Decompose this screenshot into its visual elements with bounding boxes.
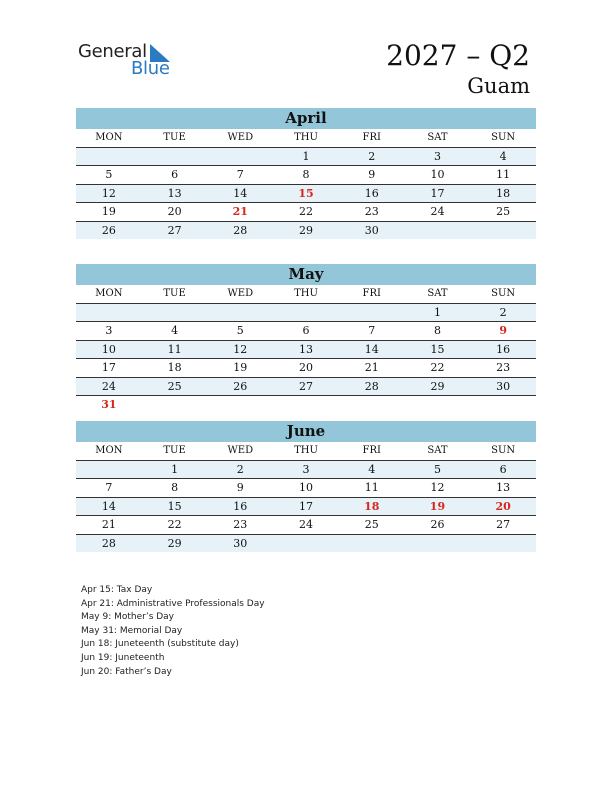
- day-cell: 8: [433, 324, 441, 337]
- day-cell: 26: [101, 223, 116, 237]
- day-cell: 3: [105, 324, 113, 337]
- empty-cell: [142, 148, 208, 166]
- day-cell: 21: [101, 518, 116, 531]
- empty-cell: [470, 396, 536, 414]
- day-cell: 1: [171, 462, 179, 476]
- empty-cell: [405, 222, 471, 240]
- week-row: [76, 396, 536, 414]
- day-cell: 11: [496, 168, 511, 181]
- day-cell: 25: [496, 205, 511, 218]
- empty-cell: [470, 535, 536, 553]
- day-cell: 15: [298, 186, 314, 200]
- day-cell: 5: [236, 324, 244, 337]
- empty-cell: [76, 304, 142, 322]
- day-cell: 22: [299, 205, 314, 218]
- weekday-row: [76, 285, 536, 304]
- month-header: June: [76, 421, 536, 442]
- logo-text-blue: Blue: [131, 58, 170, 79]
- holiday-item: Apr 21: Administrative Professionals Day: [81, 598, 265, 609]
- empty-cell: [142, 304, 208, 322]
- day-cell: 6: [499, 462, 507, 476]
- holiday-item: May 31: Memorial Day: [81, 625, 183, 636]
- holiday-item: May 9: Mother’s Day: [81, 612, 175, 623]
- day-cell: 7: [368, 324, 376, 337]
- day-cell: 23: [496, 361, 511, 374]
- day-cell: 18: [496, 186, 511, 200]
- day-cell: 23: [233, 518, 248, 531]
- empty-cell: [76, 148, 142, 166]
- weekday-label: TUE: [163, 445, 186, 456]
- day-cell: 10: [430, 168, 445, 181]
- week-row: [76, 535, 536, 553]
- day-cell: 30: [496, 379, 511, 393]
- day-cell: 18: [167, 361, 182, 374]
- month-header: April: [76, 108, 536, 129]
- day-cell: 24: [430, 205, 445, 218]
- day-cell: 12: [430, 481, 445, 494]
- day-cell: 19: [233, 361, 248, 374]
- weekday-label: THU: [294, 132, 318, 143]
- weekday-label: WED: [227, 132, 254, 143]
- day-cell: 3: [302, 462, 310, 476]
- country-name: Guam: [467, 74, 530, 98]
- day-cell: 27: [496, 518, 511, 531]
- day-cell: 4: [368, 462, 376, 476]
- day-cell: 10: [299, 481, 314, 494]
- month-may: [76, 264, 536, 414]
- day-cell: 7: [105, 481, 113, 494]
- month-april: [76, 108, 536, 239]
- weekday-label: WED: [227, 288, 254, 299]
- day-cell: 29: [167, 536, 182, 550]
- day-cell: 2: [236, 462, 244, 476]
- week-row: [76, 461, 536, 480]
- holiday-list: [81, 584, 265, 679]
- day-cell: 21: [232, 205, 248, 218]
- empty-cell: [405, 396, 471, 414]
- week-row: [76, 479, 536, 498]
- day-cell: 2: [499, 305, 507, 319]
- day-cell: 30: [233, 536, 248, 550]
- day-cell: 2: [368, 149, 376, 163]
- week-row: [76, 166, 536, 185]
- week-row: [76, 322, 536, 341]
- day-cell: 9: [236, 481, 244, 494]
- day-cell: 28: [364, 379, 379, 393]
- day-cell: 17: [101, 361, 116, 374]
- day-cell: 27: [167, 223, 182, 237]
- month-june: [76, 421, 536, 552]
- weekday-label: WED: [227, 445, 254, 456]
- day-cell: 5: [433, 462, 441, 476]
- holiday-item: Jun 20: Father’s Day: [81, 666, 172, 677]
- day-cell: 14: [364, 342, 379, 356]
- week-row: [76, 222, 536, 240]
- day-cell: 25: [364, 518, 379, 531]
- day-cell: 19: [429, 499, 446, 513]
- day-cell: 8: [171, 481, 179, 494]
- day-cell: 29: [299, 223, 314, 237]
- week-row: [76, 378, 536, 397]
- empty-cell: [470, 222, 536, 240]
- day-cell: 7: [236, 168, 244, 181]
- weekday-label: SUN: [491, 445, 516, 456]
- day-cell: 17: [430, 186, 445, 200]
- day-cell: 22: [167, 518, 182, 531]
- day-cell: 20: [495, 499, 511, 513]
- day-cell: 11: [167, 342, 182, 356]
- empty-cell: [339, 535, 405, 553]
- day-cell: 11: [364, 481, 379, 494]
- day-cell: 29: [430, 379, 445, 393]
- weekday-label: TUE: [163, 132, 186, 143]
- day-cell: 5: [105, 168, 113, 181]
- day-cell: 8: [302, 168, 310, 181]
- day-cell: 20: [299, 361, 314, 374]
- day-cell: 13: [496, 481, 511, 494]
- weekday-label: THU: [294, 288, 318, 299]
- day-cell: 24: [101, 379, 116, 393]
- weekday-label: SAT: [427, 132, 448, 143]
- weekday-label: FRI: [362, 288, 381, 299]
- day-cell: 10: [101, 342, 116, 356]
- day-cell: 25: [167, 379, 182, 393]
- weekday-label: FRI: [362, 132, 381, 143]
- day-cell: 12: [233, 342, 248, 356]
- holiday-item: Apr 15: Tax Day: [81, 585, 153, 595]
- weekday-label: FRI: [362, 445, 381, 456]
- holiday-item: Jun 18: Juneteenth (substitute day): [81, 639, 239, 650]
- week-row: [76, 203, 536, 222]
- weekday-row: [76, 442, 536, 461]
- empty-cell: [405, 535, 471, 553]
- weekday-label: MON: [95, 132, 123, 143]
- empty-cell: [273, 396, 339, 414]
- day-cell: 16: [233, 499, 248, 513]
- empty-cell: [273, 535, 339, 553]
- day-cell: 9: [368, 168, 376, 181]
- day-cell: 9: [499, 324, 507, 337]
- week-row: [76, 359, 536, 378]
- empty-cell: [339, 396, 405, 414]
- day-cell: 17: [299, 499, 314, 513]
- day-cell: 31: [101, 398, 117, 411]
- empty-cell: [207, 304, 273, 322]
- day-cell: 13: [167, 186, 182, 200]
- day-cell: 15: [167, 499, 182, 513]
- day-cell: 26: [430, 518, 445, 531]
- day-cell: 3: [433, 149, 441, 163]
- day-cell: 15: [430, 342, 445, 356]
- day-cell: 6: [171, 168, 179, 181]
- day-cell: 22: [430, 361, 445, 374]
- page-title: 2027 – Q2: [386, 39, 530, 72]
- logo: [78, 41, 188, 81]
- holiday-item: Jun 19: Juneteenth: [81, 652, 165, 663]
- empty-cell: [207, 396, 273, 414]
- day-cell: 19: [101, 205, 116, 218]
- day-cell: 16: [364, 186, 379, 200]
- day-cell: 4: [499, 149, 507, 163]
- day-cell: 28: [233, 223, 248, 237]
- weekday-label: SUN: [491, 132, 516, 143]
- weekday-label: MON: [95, 288, 123, 299]
- week-row: [76, 185, 536, 204]
- day-cell: 13: [299, 342, 314, 356]
- logo-text-general: General: [78, 41, 147, 62]
- day-cell: 14: [233, 186, 248, 200]
- weekday-label: TUE: [163, 288, 186, 299]
- day-cell: 23: [364, 205, 379, 218]
- month-header: May: [76, 264, 536, 285]
- weekday-label: SAT: [427, 445, 448, 456]
- empty-cell: [339, 304, 405, 322]
- week-row: [76, 304, 536, 323]
- week-row: [76, 341, 536, 360]
- day-cell: 20: [167, 205, 182, 218]
- day-cell: 14: [101, 499, 116, 513]
- day-cell: 1: [302, 149, 310, 163]
- day-cell: 24: [299, 518, 314, 531]
- day-cell: 27: [299, 379, 314, 393]
- day-cell: 30: [364, 223, 379, 237]
- weekday-row: [76, 129, 536, 148]
- day-cell: 26: [233, 379, 248, 393]
- week-row: [76, 498, 536, 517]
- empty-cell: [76, 461, 142, 479]
- weekday-label: SUN: [491, 288, 516, 299]
- day-cell: 12: [101, 186, 116, 200]
- weekday-label: THU: [294, 445, 318, 456]
- day-cell: 6: [302, 324, 310, 337]
- empty-cell: [207, 148, 273, 166]
- day-cell: 16: [496, 342, 511, 356]
- day-cell: 21: [364, 361, 379, 374]
- empty-cell: [273, 304, 339, 322]
- week-row: [76, 516, 536, 535]
- week-row: [76, 148, 536, 167]
- day-cell: 18: [364, 499, 380, 513]
- day-cell: 28: [101, 536, 116, 550]
- empty-cell: [142, 396, 208, 414]
- day-cell: 1: [433, 305, 441, 319]
- day-cell: 4: [171, 324, 179, 337]
- weekday-label: MON: [95, 445, 123, 456]
- weekday-label: SAT: [427, 288, 448, 299]
